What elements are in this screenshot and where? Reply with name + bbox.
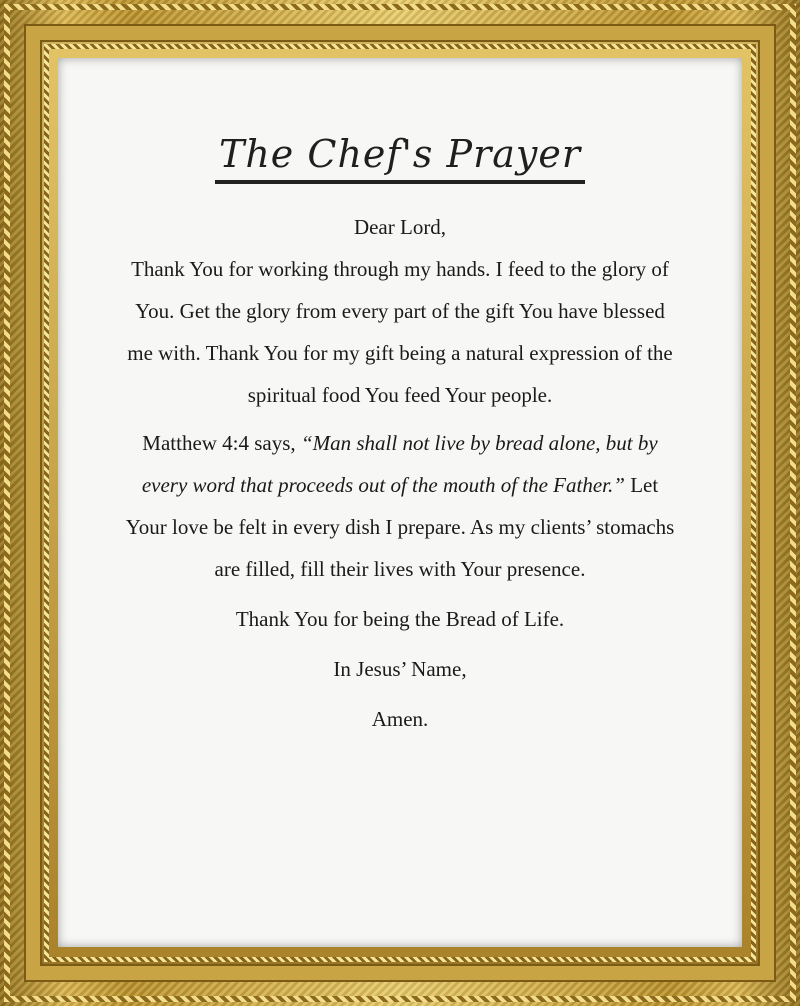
paragraph-2-rest: Let Your love be felt in every dish I prepare. As my clients’ stomachs are filled, fill their lives with Your presence. xyxy=(125,473,675,581)
amen: Amen. xyxy=(371,707,429,731)
page-title: The Chef's Prayer xyxy=(215,130,585,184)
prayer-document xyxy=(58,130,742,740)
scripture-reference: Matthew 4:4 says, xyxy=(142,431,301,455)
scripture-quote: “Man shall not live by bread alone, but by every word that proceeds out of the mouth of the Father.” xyxy=(141,431,658,497)
sign-off: In Jesus’ Name, xyxy=(333,657,467,681)
paragraph-2 xyxy=(120,422,680,590)
greeting: Dear Lord, xyxy=(353,215,447,239)
paragraph-1: Thank You for working through my hands. I feed to the glory of You. Get the glory from every part of the gift You have blessed me with. Thank You for my gift being a natural expression of the spiritual food You feed Your people. xyxy=(127,257,673,407)
thanks-line: Thank You for being the Bread of Life. xyxy=(235,607,565,631)
